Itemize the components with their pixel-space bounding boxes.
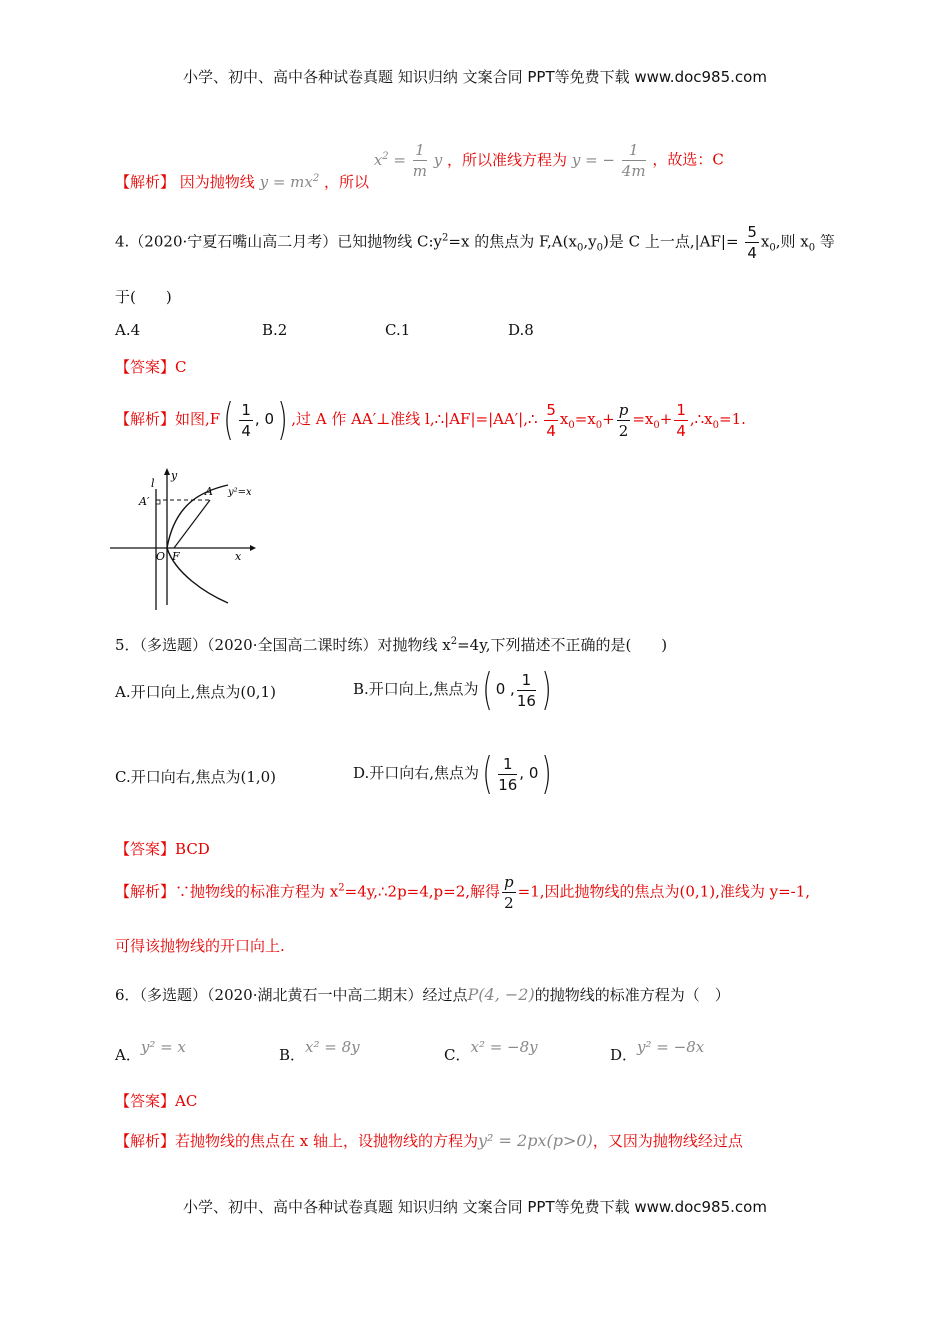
page-header: 小学、初中、高中各种试卷真题 知识归纳 文案合同 PPT等免费下载 www.doc985.com [183,68,767,86]
q5-sol-a: ∵抛物线的标准方程为 x [175,882,339,901]
q5-option-b-zero: 0 , [495,680,515,698]
q5-option-b-den: 16 [516,691,536,710]
parabola-figure [110,465,270,610]
q4-p-den: 2 [618,421,629,440]
fig-curve-label: y²=x [228,487,252,498]
q6-option-d-eq: y² = −8x [637,1038,705,1056]
q4-answer [115,356,187,377]
q3-eq3-den: 4m [621,162,646,180]
fig-x-label: x [235,550,242,563]
q4-stem-d: )是 C 上一点,|AF|= [602,232,739,251]
parabola-curve [167,485,228,603]
q6-stem [115,984,730,1005]
q4-sol-frac-num: 5 [546,400,556,419]
q5-option-d-text: D.开口向右,焦点为 [353,764,480,782]
q6-stem-a: 6．（多选题）（2020·湖北黄石一中高二期末）经过点 [115,986,468,1004]
q4-stem-g: 等 [815,232,835,251]
q4-option-c: C.1 [385,321,411,339]
fig-ap-label: A′ [139,495,150,508]
q4-sol-b: ,过 A 作 AA′⊥准线 l,∴|AF|=|AA′|,∴ [291,410,538,428]
q4-sol-f: =x [632,410,654,428]
q5-p-den: 2 [504,894,514,912]
q5-option-d: D.开口向右,焦点为( $\frac{1}{16}$ , 0) [353,748,553,799]
q5-option-b-num: 1 [517,670,536,691]
q6-option-b-eq: x² = 8y [305,1038,360,1056]
fig-y-label: y [171,469,178,482]
q5-solution: 【解析】∵抛物线的标准方程为 $x^2=4y,\therefore 2p=4,p=2$,解得 $\frac{p}{2}$ =1,因此抛物线的焦点为(0,1),准线为 y=-1, [115,873,811,912]
q3-eq1-text: y = mx [259,172,313,191]
q3-eq1: $y = mx^2$ [259,172,320,191]
q5-stem-b: =4y,下列描述不正确的是( ) [457,636,668,654]
answer-label: 【答案】 [115,840,176,858]
q6-sol-b: ，又因为抛物线经过点 [592,1132,743,1150]
q5-option-c: C.开口向右,焦点为(1,0) [115,768,277,786]
q6-option-c-letter: C． [444,1046,471,1064]
answer-label: 【答案】 [115,358,176,376]
q3-eq3-num: 1 [622,140,646,161]
q5-option-b-text: B.开口向上,焦点为 [353,680,479,698]
q4-f-num: 1 [241,400,251,419]
q6-option-c [444,1036,538,1064]
q4-stem-c: ,y [583,232,597,251]
q4-sol-d: =x [574,410,596,428]
q4-solution: 【解析】如图,F( $\frac{1}{4}$ , 0) ,过 A 作 AA′⊥准线 l,∴|AF|=|AA′|,∴ $\frac{5}{4}$ $x_0=x_0+$ $\frac{p}{2}$ $=x_0+$ $\frac{1}{4}$ $,\therefore x_0=1$. [115,394,746,445]
q4-option-b: B.2 [262,321,288,339]
q4-q-den: 4 [676,421,686,440]
analysis-label: 【解析】 [115,410,176,428]
q5-sol-b: =4y,∴2p=4,p=2,解得 [344,882,501,901]
q6-sol-eq: y² = 2px(p>0) [478,1131,593,1150]
q3-eq2-num: 1 [413,140,427,161]
q4-f-den: 4 [241,421,251,440]
q4-frac-num: 5 [747,223,757,241]
af-segment [174,500,210,548]
q5-solution-cont: 可得该抛物线的开口向上. [115,937,285,955]
fig-f-label: F [172,550,180,563]
q3-text-a: 因为抛物线 [179,172,255,191]
q4-sol-c: x [559,410,569,428]
q3-eq3 [571,141,653,180]
q5-option-b: B.开口向上,焦点为( 0 , $\frac{1}{16}$ ) [353,664,552,715]
q4-stem-e: x [760,232,770,251]
q6-solution [115,1130,743,1151]
q6-answer-value: AC [175,1092,198,1110]
q5-p-num: p [504,873,514,891]
q5-option-d-den: 16 [498,775,518,794]
q5-answer-value: BCD [175,840,210,858]
q6-option-a-eq: y² = x [140,1038,186,1056]
q4-sol-e: + [602,410,615,428]
q4-option-d: D.8 [508,321,534,339]
analysis-label: 【解析】 [115,1132,176,1150]
q3-eq3-lhs: y = − [571,150,615,169]
q5-answer [115,838,210,859]
q6-option-b [279,1036,360,1064]
q3-eq2: $x^2$ = $\frac{1}{m}$ y [373,141,443,180]
q5-stem: 5．（多选题）（2020·全国高二课时练）对抛物线 $x^2=4y$,下列描述不正确的是( ) [115,636,668,654]
q6-option-a-letter: A． [115,1046,141,1064]
q3-text-b: ，所以 [324,172,370,191]
q4-stem-f: ,则 x [775,232,809,251]
q5-stem-a: 5．（多选题）（2020·全国高二课时练）对抛物线 x [115,636,451,654]
q6-point: P(4, −2) [467,985,535,1004]
q4-sol-h: ,∴x [689,410,713,428]
q4-p-num: p [618,400,629,419]
q3-text-d: ，故选：C [652,150,724,169]
q4-sol-g: + [659,410,673,428]
fig-a-label: A [205,485,213,498]
q6-sol-a: 若抛物线的焦点在 x 轴上，设抛物线的方程为 [175,1132,479,1150]
analysis-label: 【解析】 [115,172,176,191]
q5-option-d-num: 1 [498,754,517,775]
q4-sol-frac-den: 4 [546,421,556,440]
q6-option-c-eq: x² = −8y [470,1038,538,1056]
q5-option-a: A.开口向上,焦点为(0,1) [115,683,276,701]
analysis-label: 【解析】 [115,882,176,901]
q6-option-a [115,1036,186,1064]
q5-option-d-zero: , 0 [519,764,539,782]
q4-stem: 4.（2020·宁夏石嘴山高二月考）已知抛物线 $C:y^2=x$ 的焦点为 $F,A(x_0,y_0)$是 C 上一点,|AF|= $\frac{5}{4}$ $x_0$,则 $x_0$ 等 [115,223,835,262]
q4-stem-b: =x 的焦点为 F,A(x [448,232,577,251]
q4-frac-den: 4 [747,244,757,262]
q4-answer-value: C [175,358,187,376]
y-axis-arrow [164,468,170,475]
q4-option-a: A.4 [115,321,141,339]
q3-eq2-rhs: y [433,150,443,169]
q3-text-c: ，所以准线方程为 [447,150,568,169]
q4-stem-a: 4.（2020·宁夏石嘴山高二月考）已知抛物线 C:y [115,232,443,251]
q6-option-b-letter: B． [279,1046,306,1064]
q6-option-d [610,1036,705,1064]
q3-eq2-lhs: x [373,150,383,169]
q4-q-num: 1 [676,400,686,419]
answer-label: 【答案】 [115,1092,176,1110]
q3-analysis [115,140,724,191]
q5-sol-c: =1,因此抛物线的焦点为(0,1),准线为 y=-1, [517,882,811,901]
q3-eq2-den: m [412,162,427,180]
fig-o-label: O [156,550,166,563]
x-axis-arrow [250,545,256,551]
page-footer: 小学、初中、高中各种试卷真题 知识归纳 文案合同 PPT等免费下载 www.doc985.com [183,1198,767,1216]
q6-option-d-letter: D． [610,1046,638,1064]
q4-sol-a: 如图,F [175,410,221,428]
fig-l-label: l [151,477,155,490]
q4-sol-i: =1. [719,410,746,428]
q4-f-comma: , 0 [254,410,275,428]
q6-answer [115,1090,197,1111]
q4-stem-cont: 于( ) [115,288,172,306]
q6-stem-b: 的抛物线的标准方程为（ ） [534,986,730,1004]
